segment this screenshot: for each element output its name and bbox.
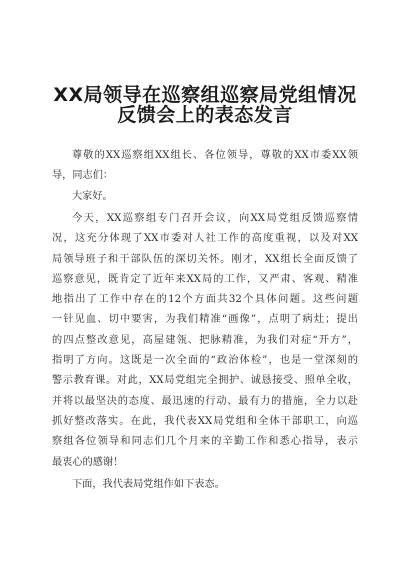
paragraph-line: 今天，XX巡察组专门召开会议，向XX局党组反馈巡察情	[72, 213, 358, 224]
paragraph-line: 尊敬的XX巡察组XX组长、各位领导，尊敬的XX市委XX领	[72, 150, 358, 161]
paragraph-line: 最衷心的感谢！	[52, 456, 124, 468]
paragraph-line: 况，这充分体现了XX市委对人社工作的高度重视，以及对XX	[52, 233, 358, 245]
paragraph-line: 地指出了工作中存在的12个方面共32个具体问题。这些问题	[52, 294, 358, 306]
paragraph-line: 警示教育课。对此，XX局党组完全拥护、诚恳接受、照单全收，	[52, 375, 358, 387]
paragraph-line: 下面，我代表局党组作如下表态。	[72, 479, 225, 490]
salutation-paragraph	[52, 146, 358, 187]
paragraph-line: 导，同志们：	[52, 170, 114, 182]
document-title-line-1: XX局领导在巡察组巡察局党组情况	[53, 84, 357, 106]
closing-paragraph	[52, 475, 358, 495]
body-paragraph	[52, 209, 358, 473]
paragraph-line: 大家好。	[72, 191, 113, 202]
paragraph-line: 抓好整改落实。在此，我代表XX局党组和全体干部职工，向巡	[52, 415, 358, 427]
paragraph-line: 局领导班子和干部队伍的深切关怀。刚才，XX组长全面反馈了	[52, 253, 358, 265]
paragraph-line: 并将以最坚决的态度、最迅速的行动、最有力的措施，全力以赴	[52, 395, 358, 407]
document-title-line-2: 反馈会上的表态发言	[117, 104, 293, 126]
paragraph-line: 巡察意见，既肯定了近年来XX局的工作，又严肃、客观、精准	[52, 273, 358, 285]
paragraph-line: 的四点整改意见，高屋建瓴、把脉精准，为我们对症“开方”，	[52, 334, 358, 346]
paragraph-line: 一针见血、切中要害，为我们精准“画像”，点明了病灶；提出	[52, 314, 358, 326]
greeting-paragraph	[52, 187, 358, 207]
paragraph-line: 指明了方向。这既是一次全面的“政治体检”，也是一堂深刻的	[52, 355, 358, 367]
paragraph-line: 察组各位领导和同志们几个月来的辛勤工作和悉心指导，表示	[52, 436, 358, 448]
